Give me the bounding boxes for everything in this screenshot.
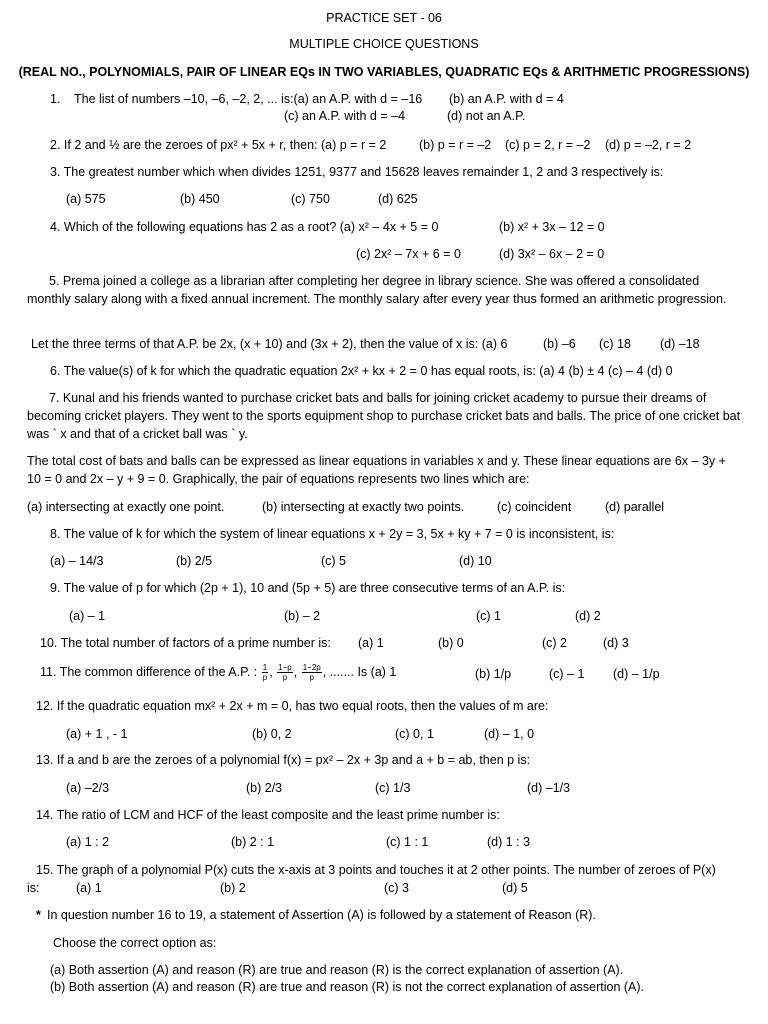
q2-option-c: (c) p = 2, r = –2 (505, 138, 591, 152)
q9-text: 9. The value of p for which (2p + 1), 10 and (5p + 5) are three consecutive terms of an A.P. is: (50, 581, 566, 595)
q2-option-d: (d) p = –2, r = 2 (605, 138, 692, 152)
q11-tail: , ....... Is (a) 1 (322, 665, 397, 679)
q4-option-c: (c) 2x² – 7x + 6 = 0 (356, 247, 461, 261)
q15-option-a: (a) 1 (76, 881, 102, 895)
q8-option-d: (d) 10 (459, 554, 492, 568)
q13-text: 13. If a and b are the zeroes of a polynomial f(x) = px² – 2x + 3p and a + b = ab, then p is: (36, 753, 531, 767)
q2-option-b: (b) p = r = –2 (419, 138, 492, 152)
q1-option-b: (b) an A.P. with d = 4 (449, 92, 564, 106)
q10-text: 10. The total number of factors of a prime number is: (40, 636, 331, 650)
q14-text: 14. The ratio of LCM and HCF of the least composite and the least prime number is: (36, 808, 500, 822)
q13-option-c: (c) 1/3 (375, 781, 411, 795)
q12-option-a: (a) + 1 , - 1 (66, 727, 128, 741)
q12-text: 12. If the quadratic equation mx² + 2x + m = 0, has two equal roots, then the values of m are: (36, 699, 549, 713)
q10-option-d: (d) 3 (603, 636, 629, 650)
q2-text: 2. If 2 and ½ are the zeroes of px² + 5x + r, then: (a) p = r = 2 (50, 138, 387, 152)
q15-is: is: (27, 881, 40, 895)
q12-option-d: (d) – 1, 0 (484, 727, 535, 741)
q14-option-d: (d) 1 : 3 (487, 835, 531, 849)
q13-option-b: (b) 2/3 (246, 781, 283, 795)
q7-passage-2: The total cost of bats and balls can be expressed as linear equations in variables x and y. These linear equations are 6x – 3y + 10 = 0 and 2x – y + 9 = 0. Graphically, the pair of equations represents two lines which are: (27, 454, 726, 486)
q5-option-d: (d) –18 (660, 337, 700, 351)
q1-number: 1. (50, 92, 61, 106)
q10-option-a: (a) 1 (358, 636, 384, 650)
note-choose: Choose the correct option as: (53, 936, 217, 950)
q8-option-a: (a) – 14/3 (50, 554, 104, 568)
q4-text: 4. Which of the following equations has 2 as a root? (a) x² – 4x + 5 = 0 (50, 220, 439, 234)
q4-option-b: (b) x² + 3x – 12 = 0 (499, 220, 605, 234)
q3-text: 3. The greatest number which when divides 1251, 9377 and 15628 leaves remainder 1, 2 and 3 respectively is: (50, 165, 664, 179)
q1-option-d: (d) not an A.P. (447, 109, 526, 123)
q5-option-c: (c) 18 (599, 337, 631, 351)
q7-option-a: (a) intersecting at exactly one point. (27, 500, 225, 514)
q8-option-c: (c) 5 (321, 554, 346, 568)
q11-option-d: (d) – 1/p (613, 667, 660, 681)
q5-option-b: (b) –6 (543, 337, 576, 351)
q15-option-b: (b) 2 (220, 881, 246, 895)
page-subtitle: MULTIPLE CHOICE QUESTIONS (289, 37, 479, 51)
page-title: PRACTICE SET - 06 (326, 11, 442, 25)
q11-text: 11. The common difference of the A.P. : $\frac{1}{p}$ , $\frac{1-p}{p}$ , $\frac{1-2p}{p}$ , ....... Is (a) 1 (40, 663, 397, 683)
q4-option-d: (d) 3x² – 6x – 2 = 0 (499, 247, 605, 261)
q8-option-b: (b) 2/5 (176, 554, 213, 568)
q11-option-c: (c) – 1 (549, 667, 585, 681)
q15-option-c: (c) 3 (384, 881, 409, 895)
q1-text: The list of numbers –10, –6, –2, 2, ... is:(a) an A.P. with d = –16 (74, 92, 423, 106)
q9-option-a: (a) – 1 (69, 609, 106, 623)
q3-option-c: (c) 750 (291, 192, 330, 206)
q7-option-d: (d) parallel (605, 500, 665, 514)
q13-option-d: (d) –1/3 (527, 781, 571, 795)
q10-option-c: (c) 2 (542, 636, 567, 650)
q13-option-a: (a) –2/3 (66, 781, 110, 795)
q6-text: 6. The value(s) of k for which the quadratic equation 2x² + kx + 2 = 0 has equal roots, is: (a) 4 (b) ± 4 (c) – 4 (d) 0 (50, 364, 673, 378)
q12-option-c: (c) 0, 1 (395, 727, 434, 741)
topics-heading: (REAL NO., POLYNOMIALS, PAIR OF LINEAR EQs IN TWO VARIABLES, QUADRATIC EQs & ARITHMETIC PROGRESSIONS) (18, 65, 750, 79)
q9-option-b: (b) – 2 (284, 609, 321, 623)
q3-option-b: (b) 450 (180, 192, 220, 206)
q5-passage: 5. Prema joined a college as a librarian after completing her degree in library science. She was offered a consolidated monthly salary along with a fixed annual increment. The monthly salary after every year thus formed an arithmetic progression. (27, 274, 727, 306)
q8-text: 8. The value of k for which the system of linear equations x + 2y = 3, 5x + ky + 7 = 0 is inconsistent, is: (50, 527, 615, 541)
q9-option-d: (d) 2 (575, 609, 601, 623)
q3-option-a: (a) 575 (66, 192, 106, 206)
q10-option-b: (b) 0 (438, 636, 464, 650)
q11-fraction-1: $\frac{1}{p}$ (262, 663, 268, 683)
q11-fraction-3: $\frac{1-2p}{p}$ (302, 663, 321, 683)
q11-option-b: (b) 1/p (475, 667, 512, 681)
q9-option-c: (c) 1 (476, 609, 501, 623)
q14-option-a: (a) 1 : 2 (66, 835, 110, 849)
q12-option-b: (b) 0, 2 (252, 727, 292, 741)
note-option-b: (b) Both assertion (A) and reason (R) are true and reason (R) is not the correct explanation of assertion (A). (50, 980, 645, 994)
q3-option-d: (d) 625 (378, 192, 418, 206)
q15-text: 15. The graph of a polynomial P(x) cuts the x-axis at 3 points and touches it at 2 other points. The number of zeroes of P(x) (36, 863, 716, 877)
q7-passage: 7. Kunal and his friends wanted to purchase cricket bats and balls for joining cricket academy to pursue their dreams of becoming cricket players. They went to the sports equipment shop to purchase cricket bats and balls. The price of one cricket bat was ` x and that of a cricket ball was ` y. (27, 391, 741, 441)
note-star: * (36, 908, 41, 922)
q5-stem: Let the three terms of that A.P. be 2x, (x + 10) and (3x + 2), then the value of x is: (a) 6 (31, 337, 508, 351)
note-text: In question number 16 to 19, a statement of Assertion (A) is followed by a statement of Reason (R). (47, 908, 596, 922)
q11-stem: 11. The common difference of the A.P. : (40, 665, 258, 679)
q14-option-b: (b) 2 : 1 (231, 835, 275, 849)
q11-fraction-2: $\frac{1-p}{p}$ (278, 663, 292, 683)
q15-option-d: (d) 5 (502, 881, 528, 895)
q14-option-c: (c) 1 : 1 (386, 835, 429, 849)
q7-option-b: (b) intersecting at exactly two points. (262, 500, 465, 514)
q7-option-c: (c) coincident (497, 500, 572, 514)
q1-option-c: (c) an A.P. with d = –4 (284, 109, 406, 123)
note-option-a: (a) Both assertion (A) and reason (R) are true and reason (R) is the correct explanation of assertion (A). (50, 963, 624, 977)
